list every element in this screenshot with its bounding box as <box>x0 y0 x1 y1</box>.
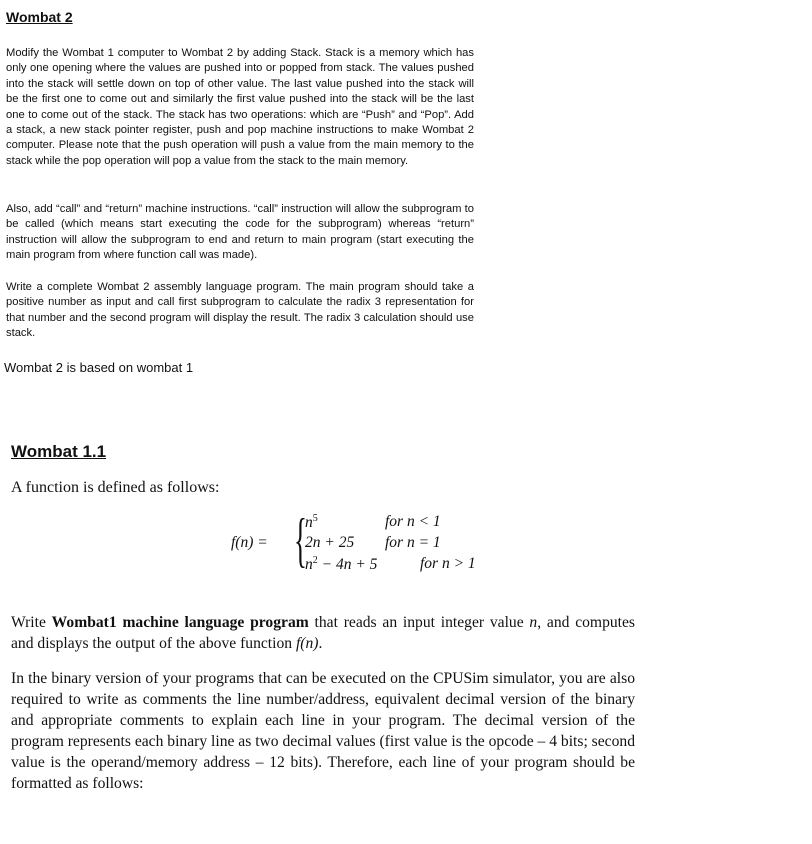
based-on-note: Wombat 2 is based on wombat 1 <box>4 360 194 375</box>
wombat2-assembly-paragraph: Write a complete Wombat 2 assembly language program. The main program should take a positive number as input and call first subprogram to calculate the radix 3 representation for that number and the second program will display the result. The radix 3 calculation should use stack. <box>6 281 474 340</box>
case3-expression: $n^2 - 4n + 5$ <box>305 555 378 574</box>
formula-brace: { <box>294 507 307 573</box>
function-intro: A function is defined as follows: <box>11 479 220 496</box>
wombat2-stack-paragraph: Modify the Wombat 1 computer to Wombat 2 by adding Stack. Stack is a memory which has only one opening where the values are pushed into or popped from stack. The values pushed into the stack will settle down on top of other value. The last value pushed into the stack will be the first one to come out and similarly the first value pushed into the stack will be the last one to come out of the stack. The stack has two operations: which are “Push” and “Pop”. Add a stack, a new stack pointer register, push and pop machine instructions to make Wombat 2 computer. Please note that the push operation will push a value from the main memory to the stack while the pop operation will pop a value from the stack to the main memory. <box>6 47 474 167</box>
wombat11-heading: Wombat 1.1 <box>11 442 107 461</box>
wombat2-call-return-paragraph: Also, add “call” and “return” machine instructions. “call” instruction will allow the subprogram to be called (which means start executing the code for the subprogram) whereas “return” instruction will allow the subprogram to end and return to main program (start executing the main program from where function call was made). <box>6 203 474 262</box>
task-paragraph: Write Wombat1 machine language program that reads an input integer value n, and computes and displays the output of the above function f(n). <box>11 614 635 652</box>
formula-lhs: f(n) = <box>231 534 268 551</box>
case1-expression: $n^5$ <box>305 513 318 532</box>
binary-format-paragraph: In the binary version of your programs that can be executed on the CPUSim simulator, you are also required to write as comments the line number/address, equivalent decimal version of the binary and appropriate comments to explain each line in your program. The decimal version of the program represents each binary line as two decimal values (first value is the opcode – 4 bits; second value is the operand/memory address – 12 bits). Therefore, each line of your program should be formatted as follows: <box>11 670 635 792</box>
case3-condition: for n > 1 <box>420 555 476 572</box>
case2-expression: 2n + 25 <box>305 534 355 551</box>
case2-condition: for n = 1 <box>385 534 441 551</box>
wombat2-heading: Wombat 2 <box>6 9 73 25</box>
case1-condition: for n < 1 <box>385 513 441 530</box>
